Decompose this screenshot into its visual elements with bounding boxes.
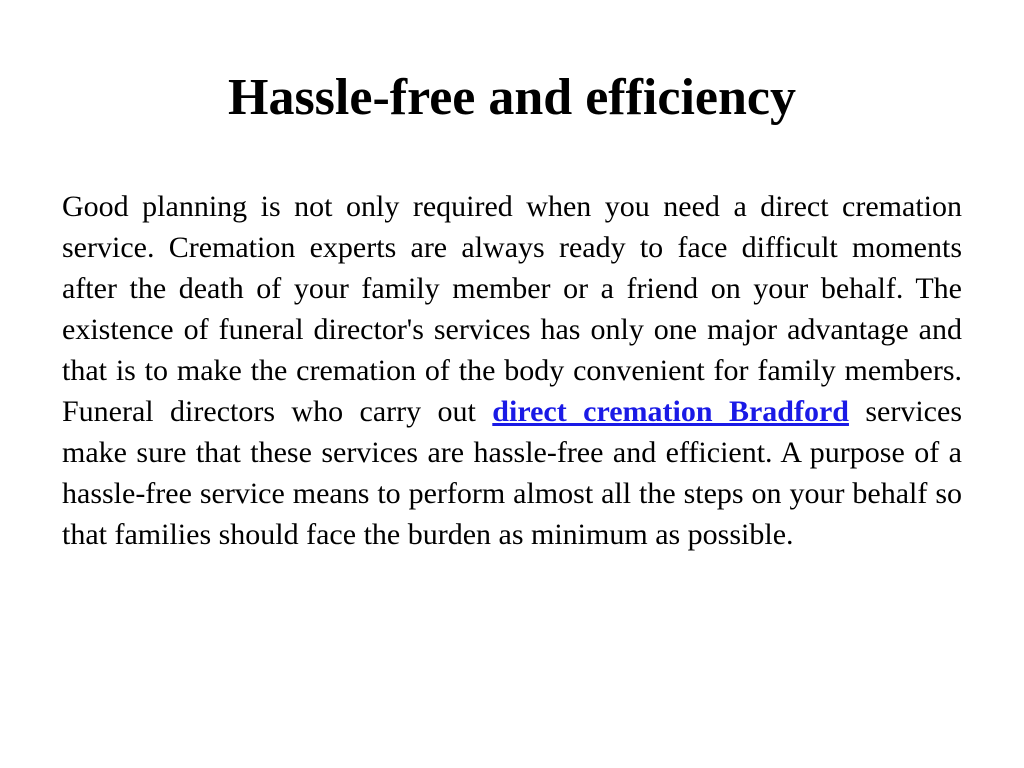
body-paragraph — [62, 186, 962, 555]
slide-title: Hassle-free and efficiency — [228, 69, 796, 126]
paragraph-text-before-link: Good planning is not only required when you need a direct cremation service. Cremation experts are always ready to face difficult moments after the death of your family member or a friend on your behalf. The existence of funeral director's services has only one major advantage and that is to make the cremation of the body convenient for family members. Funeral directors who carry out — [62, 190, 962, 428]
paragraph-text-after-link: services make sure that these services are hassle-free and efficient. A purpose of a hassle-free service means to perform almost all the steps on your behalf so that families should face the burden as minimum as possible. — [62, 395, 962, 551]
direct-cremation-bradford-link[interactable]: direct cremation Bradford — [492, 395, 849, 428]
